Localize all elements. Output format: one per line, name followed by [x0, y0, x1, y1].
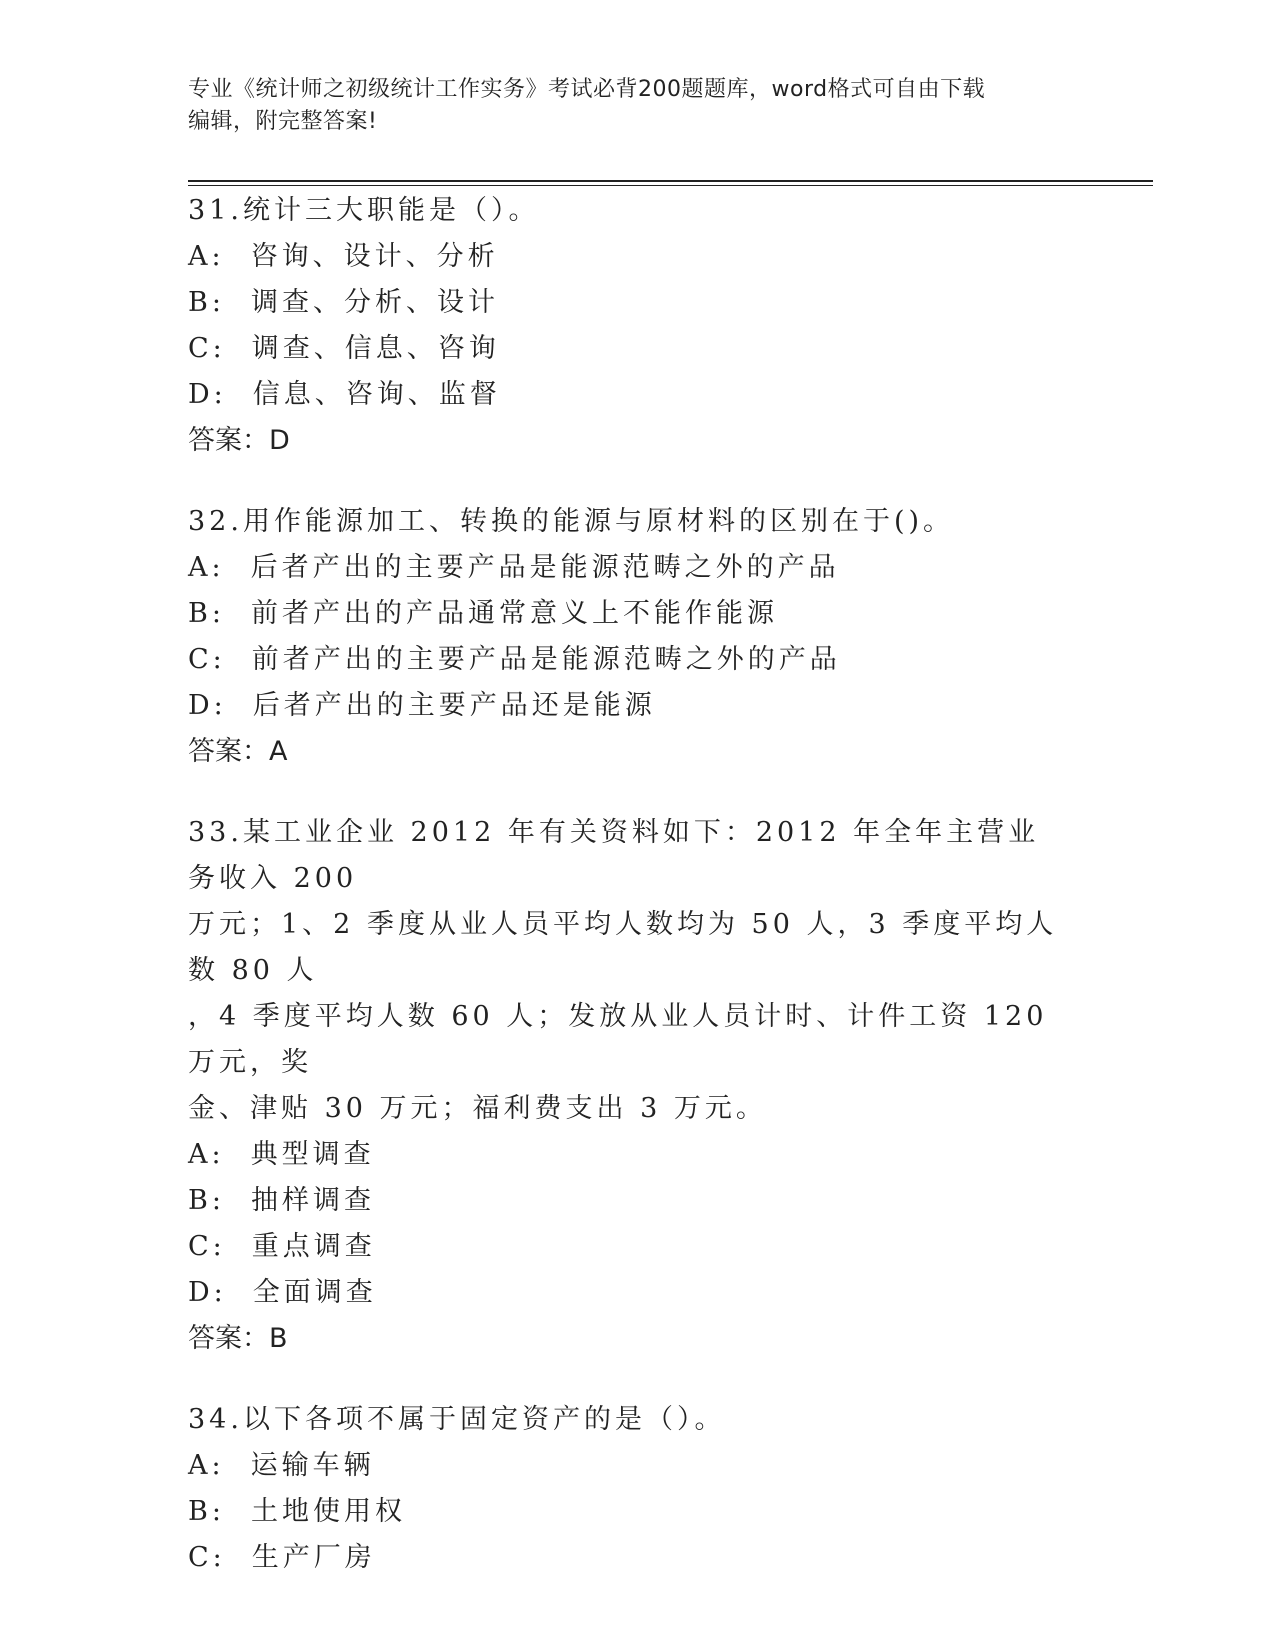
question-text-line-2: 万元；1、2 季度从业人员平均人数均为 50 人，3 季度平均人数 80 人	[188, 909, 1058, 986]
option-c	[188, 326, 1068, 372]
answer-line	[188, 729, 1068, 775]
question-text: 统计三大职能是（）。	[242, 195, 540, 226]
option-letter: D:	[188, 690, 227, 721]
option-letter: C:	[188, 1231, 226, 1262]
header-rule-thick	[188, 180, 1153, 182]
option-a	[188, 1132, 1068, 1178]
answer-label: 答案：	[188, 736, 269, 767]
option-letter: B:	[188, 1496, 225, 1527]
question-34	[188, 1397, 1068, 1581]
option-a	[188, 234, 1068, 280]
option-text: 典型调查	[250, 1139, 375, 1170]
question-33	[188, 810, 1068, 1362]
option-c	[188, 1224, 1068, 1270]
option-text: 调查、信息、咨询	[251, 333, 500, 364]
question-number: 32.	[188, 506, 243, 537]
option-letter: A:	[188, 241, 225, 272]
question-text: 用作能源加工、转换的能源与原材料的区别在于()。	[242, 506, 955, 537]
question-stem	[188, 810, 1068, 902]
option-letter: A:	[188, 1450, 225, 1481]
question-list	[188, 188, 1068, 1616]
option-text: 重点调查	[251, 1231, 376, 1262]
option-letter: C:	[188, 1542, 226, 1573]
answer-value: A	[269, 736, 288, 767]
option-letter: C:	[188, 333, 226, 364]
answer-value: B	[269, 1323, 288, 1354]
question-number: 33.	[188, 817, 243, 848]
option-d	[188, 683, 1068, 729]
question-stem	[188, 1397, 1068, 1443]
option-a	[188, 545, 1068, 591]
option-c	[188, 1535, 1068, 1581]
question-number: 34.	[188, 1404, 243, 1435]
answer-label: 答案：	[188, 1323, 269, 1354]
option-d	[188, 372, 1068, 418]
option-b	[188, 1489, 1068, 1535]
option-a	[188, 1443, 1068, 1489]
option-letter: B:	[188, 598, 225, 629]
option-b	[188, 591, 1068, 637]
option-text: 土地使用权	[250, 1496, 406, 1527]
header-line-2: 编辑，附完整答案!	[188, 109, 378, 134]
question-stem	[188, 188, 1068, 234]
header-line-1: 专业《统计师之初级统计工作实务》考试必背200题题库，word格式可自由下载	[188, 77, 986, 102]
document-header	[188, 74, 1068, 138]
option-text: 调查、分析、设计	[250, 287, 499, 318]
option-text: 运输车辆	[250, 1450, 375, 1481]
option-c	[188, 637, 1068, 683]
question-text-line-3: ，4 季度平均人数 60 人；发放从业人员计时、计件工资 120 万元，奖	[188, 1001, 1048, 1078]
option-text: 咨询、设计、分析	[250, 241, 499, 272]
question-stem	[188, 499, 1068, 545]
answer-line	[188, 1316, 1068, 1362]
option-text: 前者产出的产品通常意义上不能作能源	[250, 598, 778, 629]
option-text: 抽样调查	[250, 1185, 375, 1216]
option-text: 前者产出的主要产品是能源范畴之外的产品	[251, 644, 841, 675]
option-letter: B:	[188, 1185, 225, 1216]
question-31	[188, 188, 1068, 464]
question-text: 以下各项不属于固定资产的是（）。	[242, 1404, 726, 1435]
header-rule-thin	[188, 185, 1153, 186]
question-text-line-1: 某工业企业 2012 年有关资料如下：2012 年全年主营业务收入 200	[188, 817, 1040, 894]
answer-line	[188, 418, 1068, 464]
option-letter: B:	[188, 287, 225, 318]
option-b	[188, 1178, 1068, 1224]
option-text: 生产厂房	[251, 1542, 376, 1573]
option-letter: D:	[188, 1277, 227, 1308]
question-32	[188, 499, 1068, 775]
option-text: 后者产出的主要产品是能源范畴之外的产品	[250, 552, 840, 583]
option-d	[188, 1270, 1068, 1316]
option-letter: A:	[188, 552, 225, 583]
answer-label: 答案：	[188, 425, 269, 456]
question-text-line-4: 金、津贴 30 万元；福利费支出 3 万元。	[188, 1093, 767, 1124]
option-text: 信息、咨询、监督	[252, 379, 501, 410]
option-text: 全面调查	[252, 1277, 377, 1308]
option-letter: D:	[188, 379, 227, 410]
option-text: 后者产出的主要产品还是能源	[252, 690, 656, 721]
option-b	[188, 280, 1068, 326]
option-letter: A:	[188, 1139, 225, 1170]
question-number: 31.	[188, 195, 243, 226]
option-letter: C:	[188, 644, 226, 675]
answer-value: D	[269, 425, 290, 456]
